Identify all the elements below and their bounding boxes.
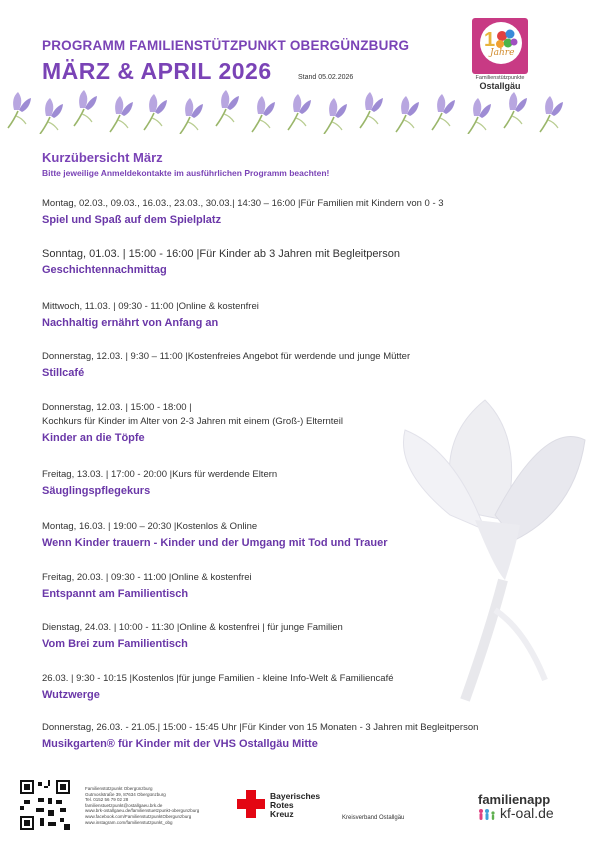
- event-meta: Montag, 16.03. | 19:00 – 20:30 |Kostenlos & Online: [42, 521, 258, 532]
- event-title: Wenn Kinder trauern - Kinder und der Umgang mit Tod und Trauer: [42, 537, 388, 549]
- event-meta: Mittwoch, 11.03. | 09:30 - 11:00 |Online & kostenfrei: [42, 301, 259, 312]
- event-title: Kinder an die Töpfe: [42, 432, 145, 444]
- event-title: Geschichtennachmittag: [42, 264, 167, 276]
- event-title: Säuglingspflegekurs: [42, 485, 151, 497]
- event-item: [42, 621, 562, 650]
- jubilee-logo: [472, 18, 528, 92]
- event-item: [42, 571, 562, 600]
- event-item: [42, 520, 562, 549]
- event-meta-detail: Kochkurs für Kinder im Alter von 2-3 Jahren mit einem (Groß-) Elternteil: [42, 416, 343, 427]
- event-item: [42, 197, 562, 226]
- program-subtitle: MÄRZ & APRIL 2026: [42, 58, 272, 84]
- event-meta: Montag, 02.03., 09.03., 16.03., 23.03., 30.03.| 14:30 – 16:00 |Für Familien mit Kindern von 0 - 3: [42, 198, 444, 209]
- brk-name: Bayerisches Rotes Kreuz: [270, 791, 321, 819]
- event-title: Wutzwerge: [42, 689, 100, 701]
- event-item: [42, 401, 562, 444]
- red-cross-icon: [237, 790, 265, 818]
- event-meta: Donnerstag, 12.03. | 9:30 – 11:00 |Kostenfreies Angebot für werdende und junge Mütter: [42, 351, 411, 362]
- footer: [0, 770, 595, 841]
- event-meta: Dienstag, 24.03. | 10:00 - 11:30 |Online & kostenfrei | für junge Familien: [42, 622, 343, 633]
- event-title: Musikgarten® für Kinder mit der VHS Ostallgäu Mitte: [42, 738, 318, 750]
- event-meta: Donnerstag, 26.03. - 21.05.| 15:00 - 15:45 Uhr |Für Kinder von 15 Monaten - 3 Jahren mit Begleitperson: [42, 722, 479, 733]
- event-item: [42, 300, 562, 329]
- event-title: Vom Brei zum Familientisch: [42, 638, 188, 650]
- event-title: Entspannt am Familientisch: [42, 588, 189, 600]
- kreisverband-label: Kreisverband Ostallgäu: [342, 815, 405, 821]
- event-meta: Donnerstag, 12.03. | 15:00 - 18:00 |: [42, 402, 192, 413]
- crocus-border-decoration: [0, 88, 595, 134]
- qr-code-icon[interactable]: [20, 780, 70, 830]
- family-figures-icon: [478, 807, 498, 821]
- contact-address: Familienstützpunkt Obergünzburg Gutmoslstraße 39, 87634 Obergünzburg Tel. 0152 56 79 02 28 familienstuetzpunkt@ostallgaeu.brk.de www.brk-ostallgaeu.de/familienstuetzpunkt-obergunzburg www.facebook.com/FamilienstutzpunktObergunzburg www.instagram.com/familienstutzpunkt_obg: [85, 786, 200, 825]
- program-title: PROGRAMM FAMILIENSTÜTZPUNKT OBERGÜNZBURG: [42, 38, 410, 53]
- event-title: Stillcafé: [42, 367, 85, 379]
- event-meta: Freitag, 13.03. | 17:00 - 20:00 |Kurs für werdende Eltern: [42, 469, 278, 480]
- svg-text:1: 1: [484, 29, 496, 51]
- event-item: [42, 672, 562, 701]
- brk-logo: [237, 790, 321, 823]
- event-item: [42, 468, 562, 497]
- event-item: [42, 721, 562, 750]
- section-note: Bitte jeweilige Anmeldekontakte im ausführlichen Programm beachten!: [42, 168, 330, 178]
- stand-date: Stand 05.02.2026: [298, 74, 354, 81]
- event-meta: Freitag, 20.03. | 09:30 - 11:00 |Online & kostenfrei: [42, 572, 252, 583]
- familienapp-name: familienapp: [478, 792, 551, 807]
- event-item: [42, 247, 562, 276]
- logo-jahre-text: Jahre: [490, 48, 515, 58]
- event-meta: 26.03. | 9:30 - 10:15 |Kostenlos |für junge Familien - kleine Info-Welt & Familiencafé: [42, 673, 394, 684]
- logo-region: Ostallgäu: [479, 81, 521, 91]
- event-meta: Sonntag, 01.03. | 15:00 - 16:00 |Für Kinder ab 3 Jahren mit Begleitperson: [42, 248, 400, 260]
- event-title: Nachhaltig ernährt von Anfang an: [42, 317, 219, 329]
- event-title: Spiel und Spaß auf dem Spielplatz: [42, 214, 222, 226]
- logo-familienstuetzpunkte: Familienstützpunkte: [475, 75, 525, 81]
- event-item: [42, 350, 562, 379]
- section-title: Kurzübersicht März: [42, 150, 163, 165]
- familienapp-url: kf-oal.de: [500, 805, 554, 821]
- familienapp-logo[interactable]: [478, 792, 554, 821]
